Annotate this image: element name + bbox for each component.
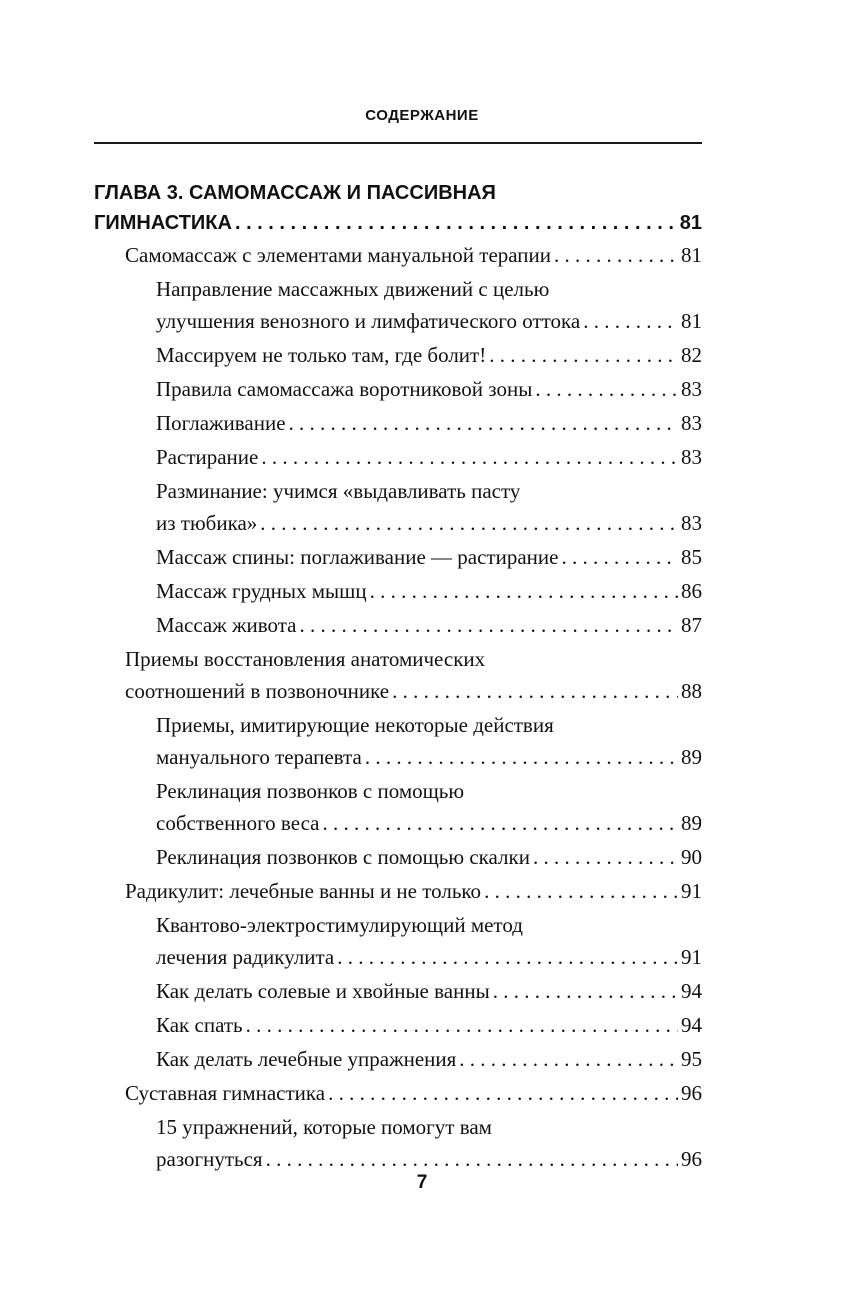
toc-entry-title: разогнуться <box>156 1147 263 1171</box>
toc-entry-line <box>156 542 702 572</box>
toc-entry-line <box>156 374 702 404</box>
toc-entry-line <box>156 610 702 640</box>
toc-entry-title: Как спать <box>156 1013 243 1037</box>
toc-page-number: 81 <box>681 309 702 333</box>
toc-entry-title: Как делать лечебные упражнения <box>156 1047 457 1071</box>
toc-entry-title: Приемы, имитирующие некоторые действия <box>156 713 554 737</box>
toc-entry-title: соотношений в позвоночнике <box>125 679 390 703</box>
toc-entry-title: Растирание <box>156 445 259 469</box>
toc-page-number: 83 <box>681 377 702 401</box>
toc-entry-line <box>156 842 702 872</box>
toc-page-number: 95 <box>681 1047 702 1071</box>
toc-entry-line <box>156 476 520 506</box>
toc-page-number: 86 <box>681 579 702 603</box>
dot-leader <box>246 1010 678 1040</box>
toc-page-number: 83 <box>681 445 702 469</box>
toc-entry-title: Реклинация позвонков с помощью скалки <box>156 845 530 869</box>
toc-entry-line <box>156 1112 492 1142</box>
toc-entry-title: мануального терапевта <box>156 745 362 769</box>
toc-entry-title: Массаж живота <box>156 613 297 637</box>
toc-entry-line <box>125 240 702 270</box>
toc-entry-title: Массируем не только там, где болит! <box>156 343 487 367</box>
dot-leader <box>289 408 678 438</box>
toc-entry-title: собственного веса <box>156 811 320 835</box>
dot-leader <box>583 306 678 336</box>
toc-entry-line <box>156 442 702 472</box>
toc-entry-title: Поглаживание <box>156 411 286 435</box>
toc-page-number: 91 <box>681 945 702 969</box>
toc-entry-line <box>156 1044 702 1074</box>
toc-entry-line <box>125 644 485 674</box>
dot-leader <box>261 442 678 472</box>
toc-entry-title: Суставная гимнастика <box>125 1081 326 1105</box>
toc-entry-line <box>156 508 702 538</box>
dot-leader <box>484 876 678 906</box>
toc-entry-title: Квантово-электростимулирующий метод <box>156 913 523 937</box>
toc-entry-line <box>156 976 702 1006</box>
toc-entry-line <box>156 910 523 940</box>
toc-entry-line <box>156 306 702 336</box>
toc-entry-line <box>156 274 549 304</box>
dot-leader <box>322 808 678 838</box>
toc-page-number: 89 <box>681 745 702 769</box>
toc-page-number: 94 <box>681 979 702 1003</box>
toc-entry-title: ГЛАВА 3. САМОМАССАЖ И ПАССИВНАЯ <box>94 182 496 204</box>
toc-entry-line <box>125 876 702 906</box>
dot-leader <box>266 1144 678 1174</box>
toc-page-number: 85 <box>681 545 702 569</box>
toc-page-number: 82 <box>681 343 702 367</box>
dot-leader <box>392 676 678 706</box>
toc-entry-title: ГИМНАСТИКА <box>94 212 232 234</box>
toc-entry-line <box>156 742 702 772</box>
dot-leader <box>459 1044 678 1074</box>
toc-page-number: 88 <box>681 679 702 703</box>
toc-entry-title: 15 упражнений, которые помогут вам <box>156 1115 492 1139</box>
dot-leader <box>299 610 678 640</box>
toc-entry-line <box>125 676 702 706</box>
toc-page-number: 90 <box>681 845 702 869</box>
page-number: 7 <box>416 1172 428 1193</box>
dot-leader <box>533 842 678 872</box>
toc-page-number: 94 <box>681 1013 702 1037</box>
toc-entry-title: улучшения венозного и лимфатического оттока <box>156 309 581 333</box>
toc-entry-title: из тюбика» <box>156 511 258 535</box>
toc-entry-title: Правила самомассажа воротниковой зоны <box>156 377 533 401</box>
toc-chapter-line <box>94 178 496 208</box>
dot-leader <box>489 340 678 370</box>
dot-leader <box>561 542 678 572</box>
toc-entry-title: Разминание: учимся «выдавливать пасту <box>156 479 521 503</box>
toc-entry-line <box>156 776 464 806</box>
toc-entry-line <box>156 1144 702 1174</box>
toc-page-number: 96 <box>681 1147 702 1171</box>
toc-entry-title: Массаж спины: поглаживание — растирание <box>156 545 559 569</box>
toc-page-number: 81 <box>679 212 702 234</box>
toc-page-number: 89 <box>681 811 702 835</box>
toc-entry-title: Самомассаж с элементами мануальной терапии <box>125 243 552 267</box>
toc-entry-line <box>156 942 702 972</box>
dot-leader <box>235 208 677 238</box>
toc-entry-line <box>156 1010 702 1040</box>
toc-page-number: 81 <box>681 243 702 267</box>
dot-leader <box>365 742 678 772</box>
toc-entry-line <box>156 340 702 370</box>
dot-leader <box>535 374 678 404</box>
dot-leader <box>328 1078 678 1108</box>
dot-leader <box>493 976 678 1006</box>
toc-entry-title: Реклинация позвонков с помощью <box>156 779 465 803</box>
toc-entry-title: Радикулит: лечебные ванны и не только <box>125 879 482 903</box>
toc-entry-title: Массаж грудных мышц <box>156 579 367 603</box>
toc-entry-line <box>156 710 554 740</box>
toc-entry-title: Как делать солевые и хвойные ванны <box>156 979 490 1003</box>
toc-page-number: 83 <box>681 511 702 535</box>
dot-leader <box>260 508 678 538</box>
dot-leader <box>337 942 678 972</box>
toc-page-number: 87 <box>681 613 702 637</box>
dot-leader <box>370 576 678 606</box>
running-head: СОДЕРЖАНИЕ <box>365 107 479 124</box>
toc-entry-title: Направление массажных движений с целью <box>156 277 550 301</box>
toc-chapter-line <box>94 208 702 238</box>
toc-entry-line <box>156 408 702 438</box>
toc-page-number: 91 <box>681 879 702 903</box>
toc-entry-line <box>125 1078 702 1108</box>
toc-entry-title: лечения радикулита <box>156 945 335 969</box>
toc-entry-title: Приемы восстановления анатомических <box>125 647 486 671</box>
toc-page-number: 96 <box>681 1081 702 1105</box>
dot-leader <box>554 240 678 270</box>
toc-page-number: 83 <box>681 411 702 435</box>
toc-entry-line <box>156 576 702 606</box>
toc-entry-line <box>156 808 702 838</box>
